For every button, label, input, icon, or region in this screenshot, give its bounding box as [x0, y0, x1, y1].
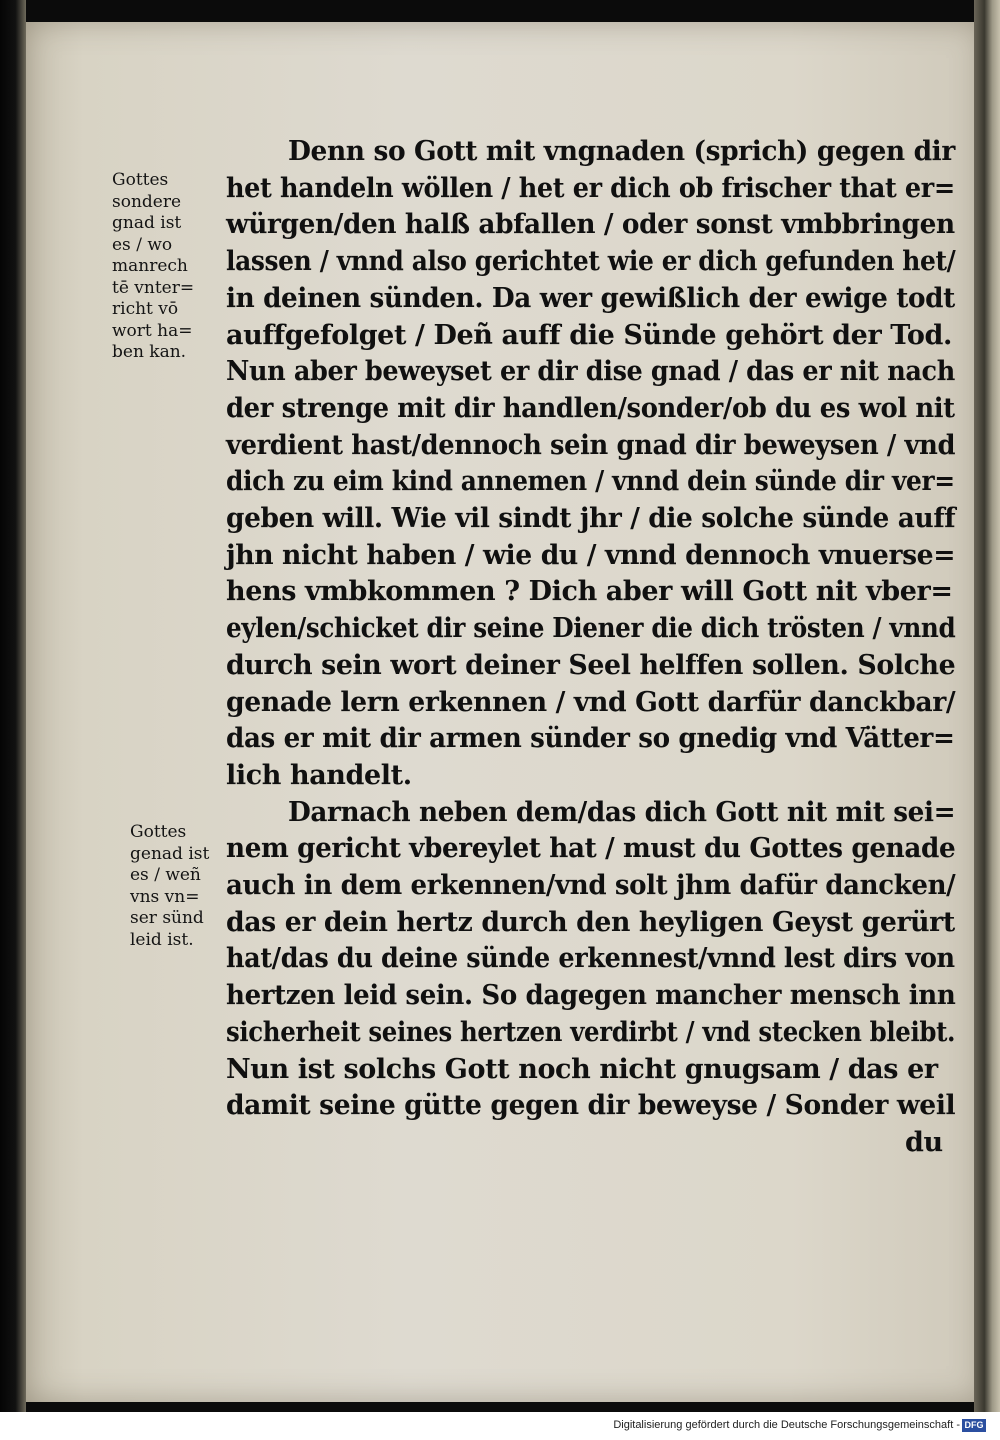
margin-note: Gottes genad ist es / weñ vns vn= ser sünd leid ist.: [130, 822, 210, 950]
text-line: eylen/schicket dir seine Diener die dich trösten / vnnd: [226, 613, 956, 645]
text-line: lassen / vnnd also gerichtet wie er dich gefunden het/: [226, 246, 956, 278]
text-line: Denn so Gott mit vngnaden (sprich) gegen dir: [288, 136, 955, 167]
footer-bar: [0, 1412, 1000, 1440]
catchword: du: [905, 1126, 943, 1158]
text-line: auffgefolget / Deñ auff die Sünde gehört der Tod.: [226, 319, 952, 351]
text-line: dich zu eim kind annemen / vnnd dein sünde dir ver=: [226, 466, 955, 498]
text-line: Nun aber beweyset er dir dise gnad / das er nit nach: [226, 356, 955, 388]
page-edge: [974, 0, 1000, 1412]
text-line: lich handelt.: [226, 759, 412, 791]
text-line: damit seine gütte gegen dir beweyse / Sonder weil: [226, 1090, 956, 1122]
text-line: het handeln wöllen / het er dich ob frischer that er=: [226, 172, 955, 204]
text-line: geben will. Wie vil sindt jhr / die solche sünde auff: [226, 503, 956, 534]
text-line: hertzen leid sein. So dagegen mancher mensch inn: [226, 980, 956, 1012]
text-line: durch sein wort deiner Seel helffen sollen. Solche: [226, 649, 956, 681]
text-line: nem gericht vbereylet hat / must du Gottes genade: [226, 833, 956, 865]
text-line: das er dein hertz durch den heyligen Geyst gerürt: [226, 906, 955, 938]
text-line: das er mit dir armen sünder so gnedig vnd Vätter=: [226, 723, 955, 755]
text-line: hat/das du deine sünde erkennest/vnnd lest dirs von: [226, 943, 955, 975]
text-line: genade lern erkennen / vnd Gott darfür danckbar/: [226, 686, 956, 718]
book-gutter: [0, 0, 26, 1412]
dfg-logo: DFG: [962, 1419, 986, 1432]
text-line: der strenge mit dir handlen/sonder/ob du es wol nit: [226, 392, 955, 424]
text-line: Darnach neben dem/das dich Gott nit mit sei=: [288, 796, 956, 828]
text-line: auch in dem erkennen/vnd solt jhm dafür dancken/: [226, 870, 956, 901]
text-line: jhn nicht haben / wie du / vnnd dennoch vnuerse=: [226, 539, 956, 571]
text-line: Nun ist solchs Gott noch nicht gnugsam / das er: [226, 1053, 938, 1085]
text-line: in deinen sünden. Da wer gewißlich der ewige todt: [226, 282, 955, 314]
text-line: würgen/den halß abfallen / oder sonst vmbbringen: [226, 209, 955, 241]
text-line: verdient hast/dennoch sein gnad dir beweysen / vnd: [226, 429, 956, 461]
margin-note: Gottes sondere gnad ist es / wo manrech tē vnter= richt vō wort ha= ben kan.: [112, 170, 195, 362]
text-line: sicherheit seines hertzen verdirbt / vnd stecken bleibt.: [226, 1016, 956, 1048]
funding-notice: Digitalisierung gefördert durch die Deutsche Forschungsgemeinschaft -: [613, 1419, 960, 1431]
text-line: hens vmbkommen ? Dich aber will Gott nit vber=: [226, 576, 953, 608]
